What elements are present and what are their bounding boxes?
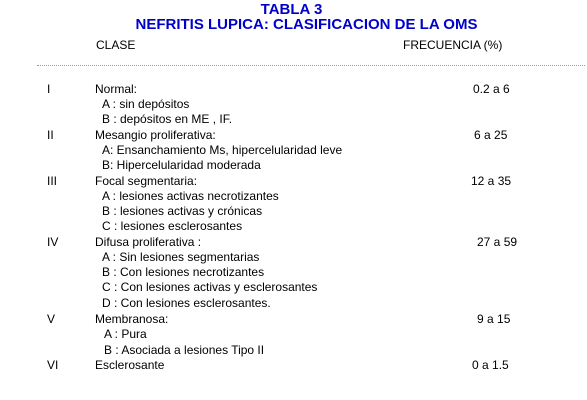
class-name: Difusa proliferativa : (95, 235, 202, 249)
column-header-clase: CLASE (96, 38, 136, 52)
class-frequency: 27 a 59 (477, 235, 518, 249)
class-number: II (47, 128, 54, 142)
subclass-label: B : lesiones activas y crónicas (102, 204, 263, 218)
class-name: Esclerosante (95, 358, 165, 372)
subclass-row (0, 280, 587, 295)
class-row-vi (0, 358, 587, 373)
class-row-v (0, 312, 587, 327)
subclass-label: A : Pura (104, 327, 147, 341)
subclass-label: B: Hipercelularidad moderada (102, 158, 261, 172)
class-row-ii (0, 128, 587, 143)
class-name: Normal: (95, 82, 138, 96)
class-frequency: 12 a 35 (471, 174, 512, 188)
subclass-label: B : Asociada a lesiones Tipo II (104, 343, 265, 357)
column-header-frecuencia: FRECUENCIA (%) (403, 38, 503, 52)
subclass-row (0, 265, 587, 280)
class-frequency: 0 a 1.5 (472, 358, 509, 372)
header-divider (37, 65, 585, 66)
table-title: TABLA 3 (260, 1, 323, 18)
subclass-label: C : lesiones esclerosantes (102, 219, 243, 233)
subclass-label: A : Sin lesiones segmentarias (102, 250, 260, 264)
class-frequency: 9 a 15 (477, 312, 511, 326)
class-name: Membranosa: (95, 312, 169, 326)
subclass-row (0, 112, 587, 127)
subclass-row (0, 250, 587, 265)
table-subtitle: NEFRITIS LUPICA: CLASIFICACION DE LA OMS (135, 16, 478, 33)
class-frequency: 6 a 25 (474, 128, 508, 142)
class-frequency: 0.2 a 6 (473, 82, 510, 96)
subclass-row (0, 219, 587, 234)
class-row-iv (0, 235, 587, 250)
subclass-row (0, 296, 587, 311)
subclass-row (0, 97, 587, 112)
subclass-label: A : sin depósitos (102, 97, 190, 111)
subclass-row (0, 189, 587, 204)
class-number: V (47, 312, 56, 326)
class-row-iii (0, 174, 587, 189)
subclass-row (0, 327, 587, 342)
subclass-row (0, 343, 587, 358)
subclass-label: B : depósitos en ME , IF. (102, 112, 233, 126)
subclass-label: D : Con lesiones esclerosantes. (102, 296, 271, 310)
subclass-row (0, 204, 587, 219)
subclass-label: A : lesiones activas necrotizantes (102, 189, 279, 203)
subclass-label: A: Ensanchamiento Ms, hipercelularidad leve (102, 143, 343, 157)
subclass-row (0, 143, 587, 158)
class-number: III (47, 174, 58, 188)
class-number: I (47, 82, 51, 96)
subclass-label: C : Con lesiones activas y esclerosantes (102, 280, 318, 294)
class-name: Mesangio proliferativa: (95, 128, 216, 142)
subclass-label: B : Con lesiones necrotizantes (102, 265, 265, 279)
class-number: VI (47, 358, 59, 372)
subclass-row (0, 158, 587, 173)
class-number: IV (47, 235, 59, 249)
class-name: Focal segmentaria: (95, 174, 198, 188)
class-row-i (0, 82, 587, 97)
